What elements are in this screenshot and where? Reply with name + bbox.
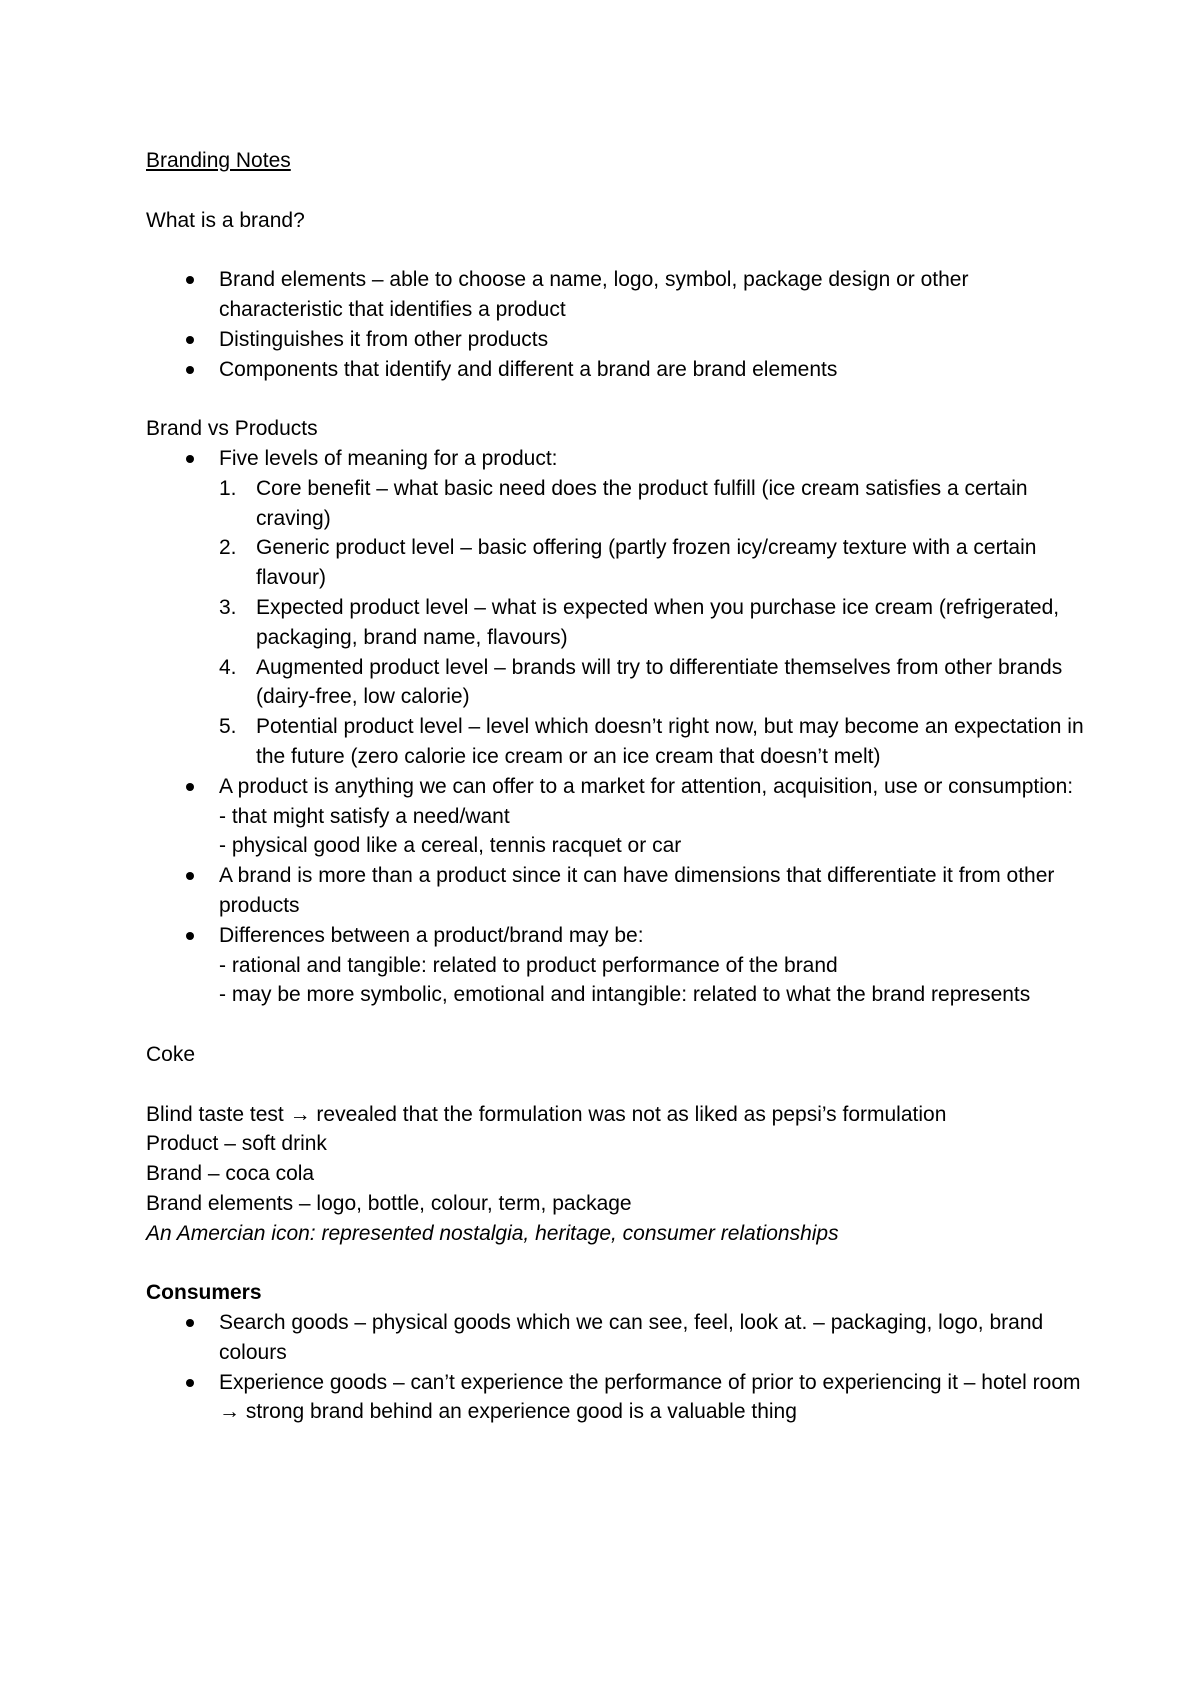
product-definition-text: A product is anything we can offer to a market for attention, acquisition, use or consumption: xyxy=(219,774,1074,798)
differences-text: Differences between a product/brand may be: xyxy=(219,923,644,947)
level-text: Potential product level – level which doesn’t right now, but may become an expectation in the future (zero calorie ice cream or an ice cream that doesn’t melt) xyxy=(256,715,1084,768)
coke-brand: Brand – coca cola xyxy=(146,1162,315,1186)
brand-vs-products-list xyxy=(146,444,1086,1010)
level-text: Augmented product level – brands will try to differentiate themselves from other brands (dairy-free, low calorie) xyxy=(256,655,1063,709)
what-is-brand-list xyxy=(146,265,1086,384)
coke-icon-note: An Amercian icon: represented nostalgia, heritage, consumer relationships xyxy=(146,1221,839,1245)
level-item xyxy=(219,712,1086,772)
differences-sub: - may be more symbolic, emotional and intangible: related to what the brand represents xyxy=(219,983,1031,1007)
spacer xyxy=(146,176,1086,206)
list-item: Distinguishes it from other products xyxy=(146,325,1086,355)
spacer xyxy=(146,1248,1086,1278)
product-definition-sub: - physical good like a cereal, tennis racquet or car xyxy=(219,834,682,858)
section-heading-what-is-brand: What is a brand? xyxy=(146,208,305,232)
list-item-differences xyxy=(146,921,1086,1010)
document-title: Branding Notes xyxy=(146,149,291,172)
level-number: 3. xyxy=(219,595,237,619)
levels-intro: Five levels of meaning for a product: xyxy=(219,446,558,470)
product-definition-sub: - that might satisfy a need/want xyxy=(219,804,510,828)
spacer xyxy=(146,384,1086,414)
levels-list xyxy=(219,474,1086,772)
section-heading-brand-vs-products: Brand vs Products xyxy=(146,417,318,441)
list-item-product-definition xyxy=(146,772,1086,861)
level-item xyxy=(219,533,1086,593)
list-item-levels xyxy=(146,444,1086,772)
list-item: Brand elements – able to choose a name, logo, symbol, package design or other characteristic that identifies a product xyxy=(146,265,1086,325)
list-item: Search goods – physical goods which we can see, feel, look at. – packaging, logo, brand colours xyxy=(146,1308,1086,1368)
level-number: 2. xyxy=(219,536,237,560)
level-text: Generic product level – basic offering (partly frozen icy/creamy texture with a certain flavour) xyxy=(256,536,1037,590)
coke-blind-test: Blind taste test → revealed that the formulation was not as liked as pepsi’s formulation xyxy=(146,1102,947,1126)
document-page xyxy=(146,146,1086,1427)
section-heading-consumers: Consumers xyxy=(146,1281,262,1305)
differences-sub: - rational and tangible: related to product performance of the brand xyxy=(219,953,838,977)
level-text: Core benefit – what basic need does the product fulfill (ice cream satisfies a certain craving) xyxy=(256,476,1028,530)
coke-product: Product – soft drink xyxy=(146,1132,327,1156)
spacer xyxy=(146,1070,1086,1100)
level-item xyxy=(219,653,1086,713)
level-number: 5. xyxy=(219,715,237,739)
spacer xyxy=(146,1010,1086,1040)
consumers-list xyxy=(146,1308,1086,1427)
level-number: 4. xyxy=(219,655,237,679)
section-heading-coke: Coke xyxy=(146,1042,196,1066)
level-number: 1. xyxy=(219,476,237,500)
list-item: Components that identify and different a brand are brand elements xyxy=(146,355,1086,385)
level-item xyxy=(219,593,1086,653)
list-item-brand-more: A brand is more than a product since it can have dimensions that differentiate it from other products xyxy=(146,861,1086,921)
spacer xyxy=(146,235,1086,265)
level-item xyxy=(219,474,1086,534)
level-text: Expected product level – what is expected when you purchase ice cream (refrigerated, packaging, brand name, flavours) xyxy=(256,595,1060,649)
coke-brand-elements: Brand elements – logo, bottle, colour, term, package xyxy=(146,1191,632,1215)
list-item: Experience goods – can’t experience the performance of prior to experiencing it – hotel room → strong brand behind an experience good is a valuable thing xyxy=(146,1368,1086,1428)
